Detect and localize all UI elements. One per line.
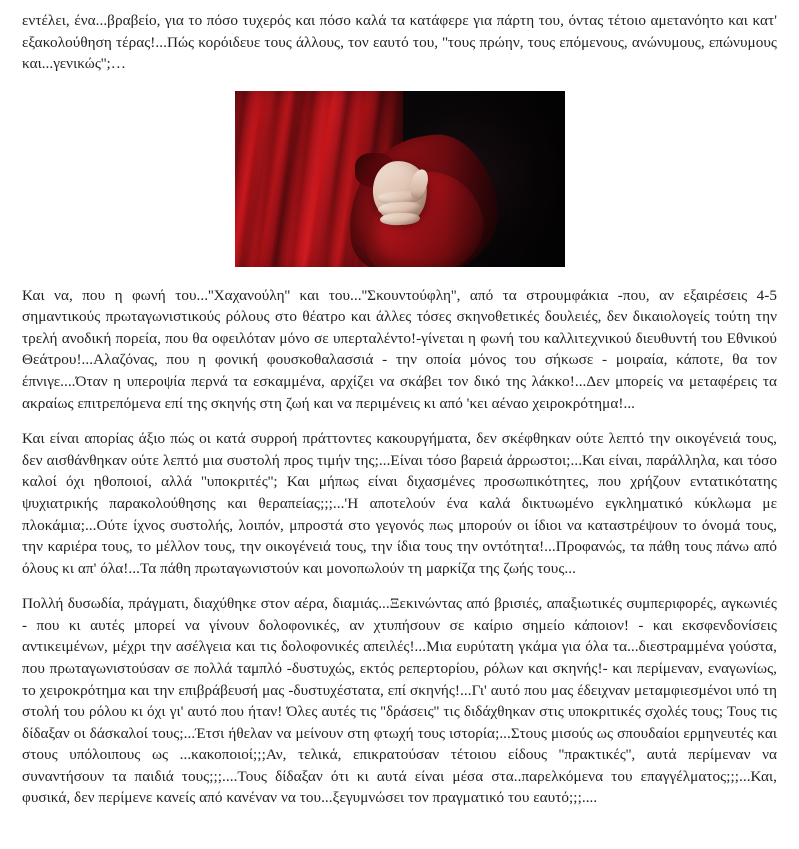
paragraph-2: Και να, που η φωνή του...''Χαχανούλη'' και του...''Σκουντούφλη'', από τα στρουμφάκια -που, αν εξαιρέσεις 4-5 σημαντικούς πρωταγωνιστικούς ρόλους στο θέατρο και άλλες τόσες σκηνοθετικές δουλειές, δεν δικαιολογείς τούτη την τρελή ανοδική πορεία, που θα οφειλόταν μόνο σε υπερταλέντο!-γίνεται η φωνή του καλλιτεχνικού διευθυντή του Εθνικού Θεάτρου!...Αλαζόνας, που η φονική φουσκοθαλασσιά - την οποία μόνος του σήκωσε - μοιραία, κάποτε, θα τον έπνιγε....Όταν η υπεροψία περνά τα εσκαμμένα, αρχίζει να σκάβει τον δικό της λάκκο!...Δεν μπορείς να μεταφέρεις τα ακραίως επιτρεπόμενα επί της σκηνής στη ζωή και να περιμένεις κι από 'κει αέναο χειροκρότημα!... (22, 286, 777, 412)
figure-curtain (22, 91, 777, 267)
paragraph-4: Πολλή δυσωδία, πράγματι, διαχύθηκε στον αέρα, διαμιάς...Ξεκινώντας από βρισιές, απαξιωτικές συμπεριφορές, αγκωνιές - που κι αυτές μπορεί να γίνουν δολοφονικές, αν χτυπήσουν σε καίριο σημείο κάποιον! - και εκσφενδονίσεις αντικειμένων, μέχρι την ασέλγεια και τις δολοφονικές απειλές!...Μια ευρύτατη γκάμα για όλα τα...διεστραμμένα γούστα, που πρωταγωνιστούσαν σε πολλά ταμπλό -δυστυχώς, εκτός ρεπερτορίου, ρόλων και σκηνής!- και περίμεναν, εναγωνίως, το χειροκρότημα και την επιβράβευσή μας -δυστυχέστατα, επί σκηνής!...Γι' αυτό που μας έδειχναν μεταμφιεσμένοι υπό τη στολή του ρόλου κι όχι γι' αυτό που ήταν! Όλες αυτές τις ''δράσεις'' τις διδάχθηκαν στις υποκριτικές σχολές τους; Τους τις δίδαξαν οι δάσκαλοί τους;...Έτσι ήθελαν να μείνουν στη φτωχή τους ιστορία;...Στους μισούς ως σπουδαίοι ερμηνευτές και στους υπόλοιπους ως ...κακοποιοί;;;Αν, τελικά, επικρατούσαν τέτοιου είδους ''πρακτικές'', αυτά περίμεναν να συναντήσουν τα παιδιά τους;;;....Τους δίδαξαν ότι κι αυτά είναι μέσα στα..παρελκόμενα του επαγγέλματος;;;...Και, φυσικά, δεν περίμενε κανείς από κανέναν να του...ξεγυμνώσει τον πραγματικό του εαυτό;;;.... (22, 595, 777, 807)
paragraph-1: εντέλει, ένα...βραβείο, για το πόσο τυχερός και πόσο καλά τα κατάφερε για πάρτη του, όντας τέτοιο αμετανόητο και κατ' εξακολούθηση τέρας!...Πώς κορόιδευε τους άλλους, τον εαυτό του, ''τους πρώην, τους επόμενους, ανώνυμους, επώνυμους και...γενικώς'';… (22, 12, 777, 73)
paragraph-3: Και είναι απορίας άξιο πώς οι κατά συρροή πράττοντες κακουργήματα, δεν σκέφθηκαν ούτε λεπτό την οικογένειά τους, δεν αισθάνθηκαν ούτε λεπτό μια συστολή προς τιμήν της;...Είναι τόσο βαρειά άρρωστοι;...Και είναι, παράλληλα, και τόσο καλοί όχι ηθοποιοί, αλλά ''υποκριτές''; Και μήπως είναι διχασμένες προσωπικότητες, που χρήζουν εντατικότατης ψυχιατρικής παρακολούθησης και θεραπείας;;;...'Η αποτελούν ένα καλά δικτυωμένο εγκληματικό κύκλωμα με πλοκάμια;...Ούτε ίχνος συστολής, λοιπόν, μπροστά στο γεγονός πως μπορούν οι ίδιοι να καταστρέψουν το όνομά τους, την καριέρα τους, το μέλλον τους, την οικογένειά τους, την ίδια τους την οντότητα!...Προφανώς, τα πάθη τους πάνω από όλους κι απ' όλα!...Τα πάθη πρωταγωνιστούν και μονοπωλούν τη μαρκίζα της ζωής τους... (22, 430, 777, 577)
photo-shadow (445, 91, 565, 267)
curtain-photo (235, 91, 565, 267)
